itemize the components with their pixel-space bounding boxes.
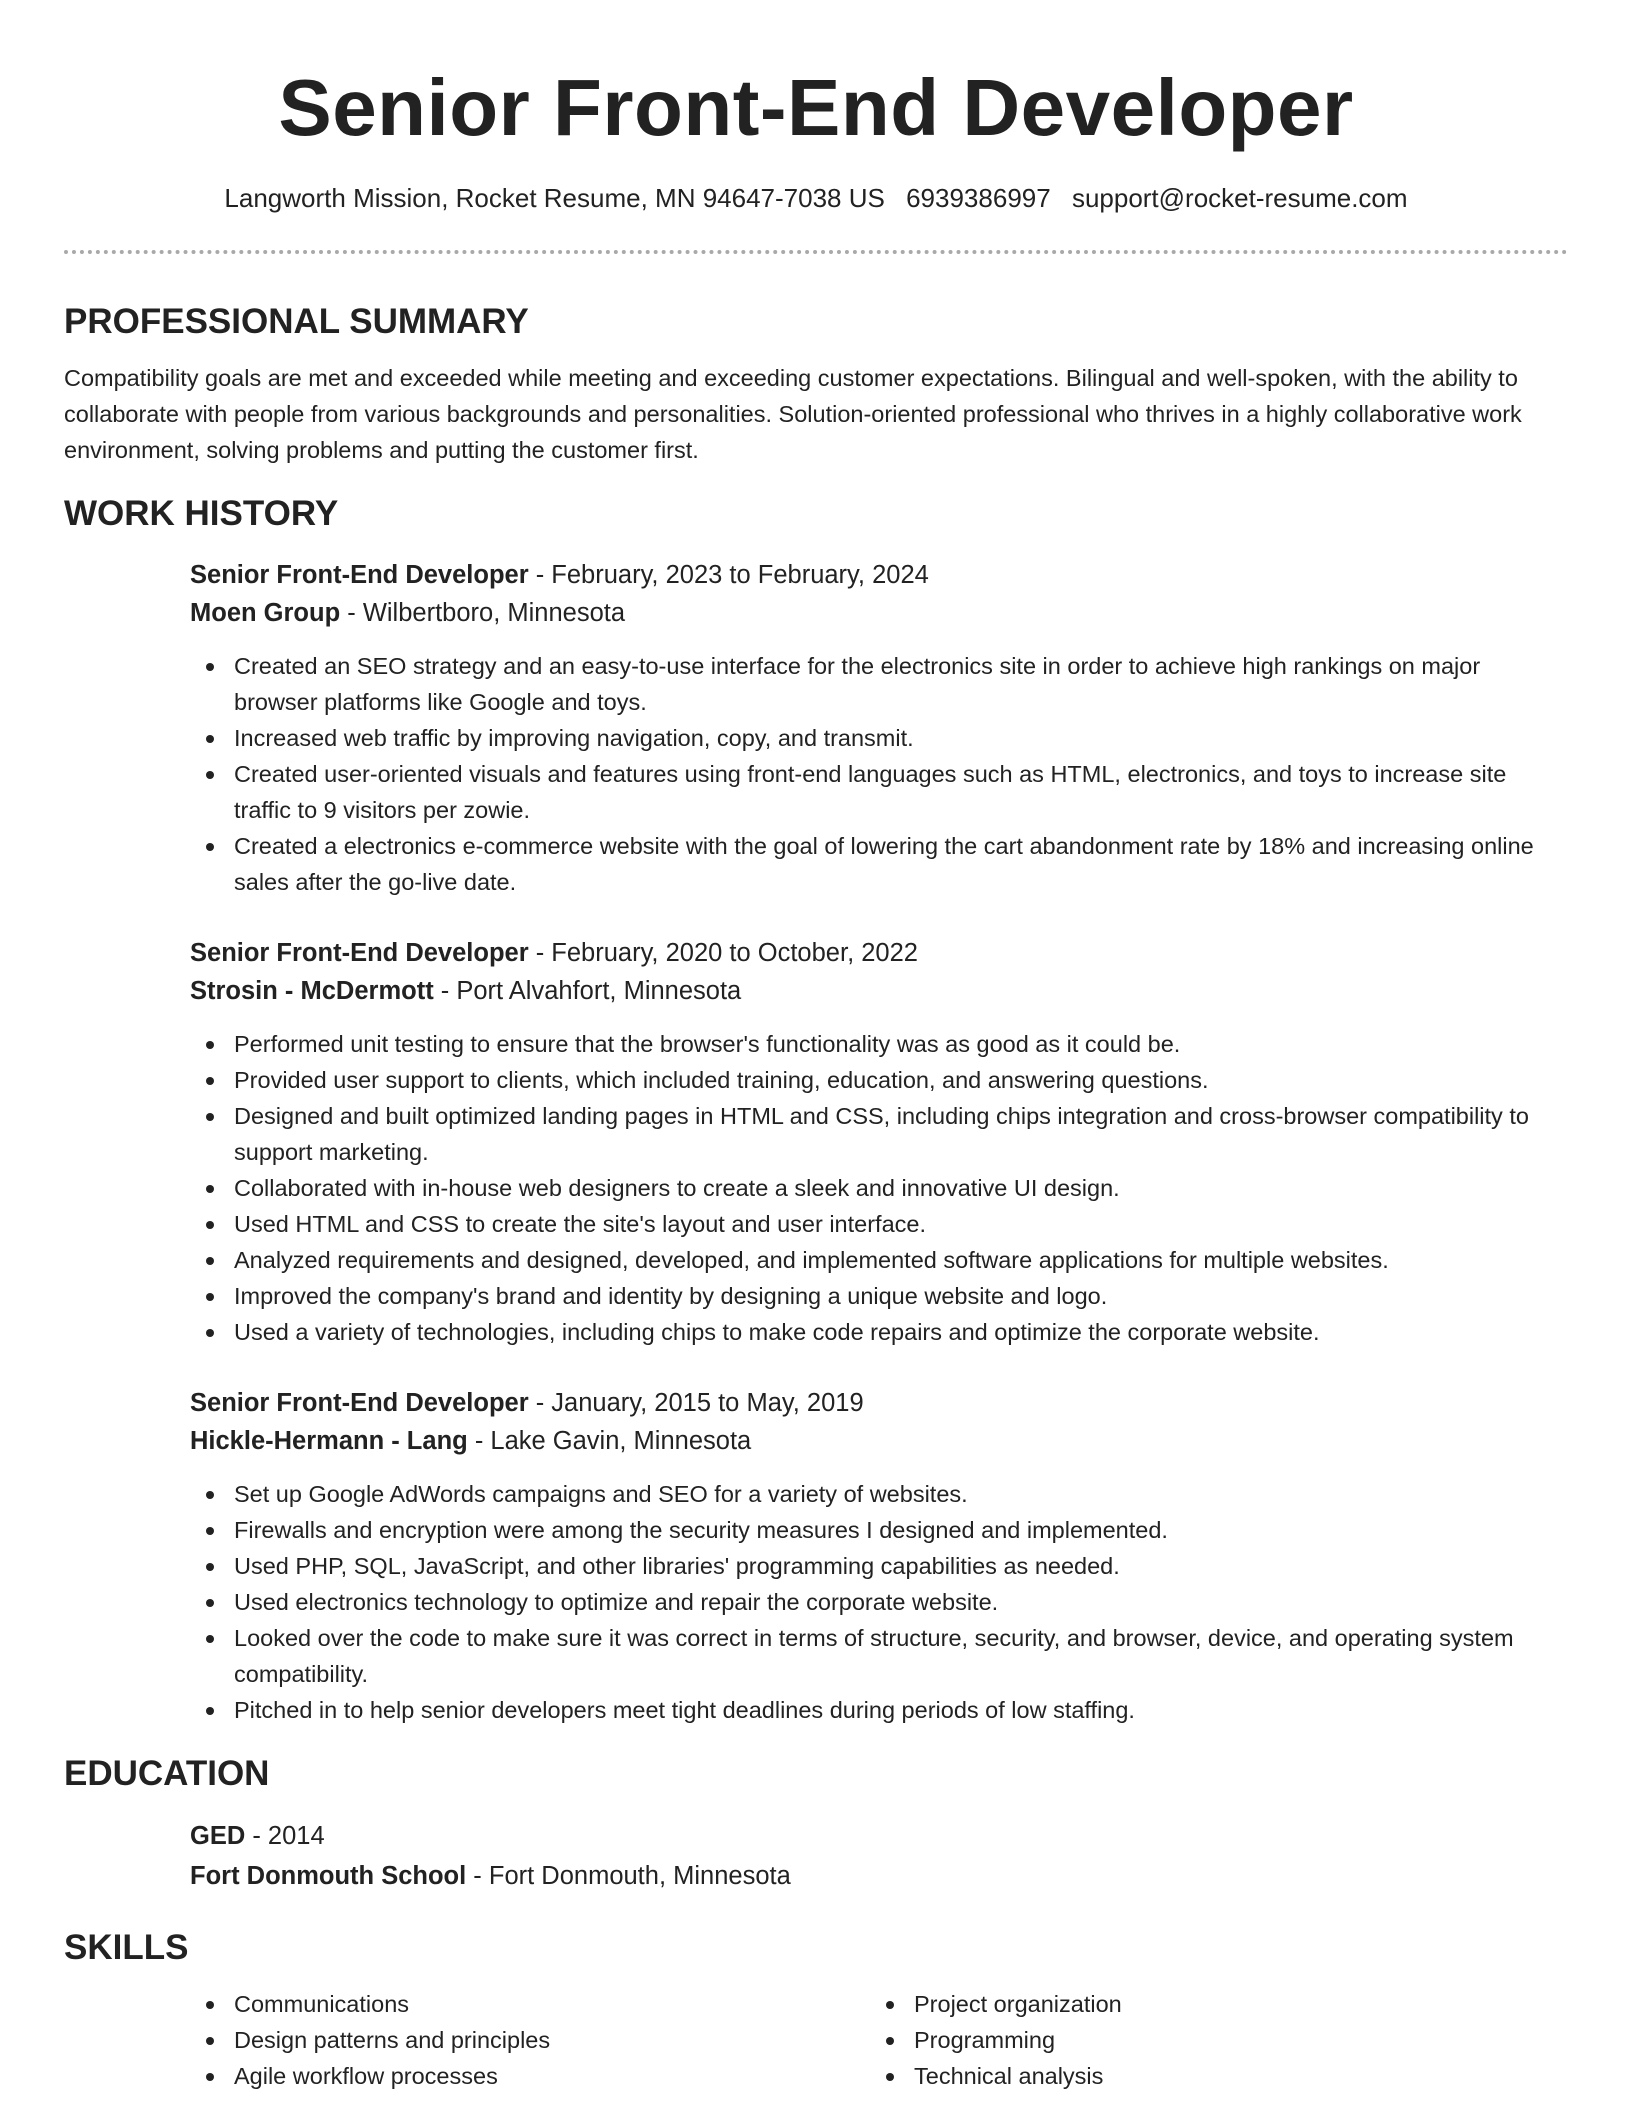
list-item: Provided user support to clients, which included training, education, and answering questions. <box>190 1062 1568 1098</box>
job-title-line <box>190 556 1568 594</box>
list-item: Used HTML and CSS to create the site's layout and user interface. <box>190 1206 1568 1242</box>
education-degree: GED <box>190 1822 246 1850</box>
job-role: Senior Front-End Developer <box>190 939 529 967</box>
list-item: Improved the company's brand and identity by designing a unique website and logo. <box>190 1278 1568 1314</box>
header-divider <box>64 250 1568 254</box>
skill-item: Technical analysis <box>870 2058 1550 2094</box>
skills-list-left <box>190 1986 870 2094</box>
section-title-work-history: WORK HISTORY <box>64 494 339 533</box>
list-item: Collaborated with in-house web designers to create a sleek and innovative UI design. <box>190 1170 1568 1206</box>
education-location: - Fort Donmouth, Minnesota <box>466 1862 791 1890</box>
list-item: Looked over the code to make sure it was correct in terms of structure, security, and browser, device, and operating system compatibility. <box>190 1620 1568 1692</box>
list-item: Analyzed requirements and designed, developed, and implemented software applications for multiple websites. <box>190 1242 1568 1278</box>
skill-item: Project organization <box>870 1986 1550 2022</box>
education-school: Fort Donmouth School <box>190 1862 467 1890</box>
list-item: Set up Google AdWords campaigns and SEO for a variety of websites. <box>190 1476 1568 1512</box>
list-item: Firewalls and encryption were among the security measures I designed and implemented. <box>190 1512 1568 1548</box>
list-item: Created an SEO strategy and an easy-to-use interface for the electronics site in order to achieve high rankings on major browser platforms like Google and toys. <box>190 648 1568 720</box>
job-role: Senior Front-End Developer <box>190 1389 529 1417</box>
job-company: Strosin - McDermott <box>190 977 434 1005</box>
job-dates: - February, 2020 to October, 2022 <box>528 939 918 967</box>
contact-line <box>64 180 1568 216</box>
job-location: - Lake Gavin, Minnesota <box>467 1427 752 1455</box>
job-company: Moen Group <box>190 599 341 627</box>
skill-item: Programming <box>870 2022 1550 2058</box>
skills-list-right <box>870 1986 1550 2094</box>
candidate-name: Senior Front-End Developer <box>278 63 1354 152</box>
contact-address: Langworth Mission, Rocket Resume, MN 94647-7038 US <box>224 183 885 213</box>
list-item: Created user-oriented visuals and features using front-end languages such as HTML, electronics, and toys to increase site traffic to 9 visitors per zowie. <box>190 756 1568 828</box>
contact-email: support@rocket-resume.com <box>1071 183 1408 213</box>
education-entry <box>190 1816 1568 1896</box>
section-title-summary: PROFESSIONAL SUMMARY <box>64 302 529 341</box>
section-title-skills: SKILLS <box>64 1928 189 1967</box>
job-dates: - February, 2023 to February, 2024 <box>528 561 929 589</box>
job-bullets <box>190 1026 1568 1350</box>
list-item: Performed unit testing to ensure that the browser's functionality was as good as it could be. <box>190 1026 1568 1062</box>
job-role: Senior Front-End Developer <box>190 561 529 589</box>
list-item: Created a electronics e-commerce website with the goal of lowering the cart abandonment rate by 18% and increasing online sales after the go-live date. <box>190 828 1568 900</box>
job-bullets <box>190 1476 1568 1728</box>
job-title-line <box>190 1384 1568 1422</box>
skill-item: Design patterns and principles <box>190 2022 870 2058</box>
section-title-education: EDUCATION <box>64 1754 270 1793</box>
job-entry <box>190 1384 1568 1728</box>
resume-page <box>64 0 1568 2094</box>
job-dates: - January, 2015 to May, 2019 <box>528 1389 864 1417</box>
education-year: - 2014 <box>245 1822 325 1850</box>
job-company-line <box>190 972 1568 1010</box>
job-location: - Port Alvahfort, Minnesota <box>433 977 742 1005</box>
job-bullets <box>190 648 1568 900</box>
skills-grid <box>190 1986 1568 2094</box>
skill-item: Communications <box>190 1986 870 2022</box>
education-degree-line <box>190 1816 1568 1856</box>
list-item: Increased web traffic by improving navigation, copy, and transmit. <box>190 720 1568 756</box>
education-school-line <box>190 1856 1568 1896</box>
skill-item: Agile workflow processes <box>190 2058 870 2094</box>
list-item: Used PHP, SQL, JavaScript, and other libraries' programming capabilities as needed. <box>190 1548 1568 1584</box>
list-item: Designed and built optimized landing pages in HTML and CSS, including chips integration and cross-browser compatibility to support marketing. <box>190 1098 1568 1170</box>
job-entry <box>190 934 1568 1350</box>
job-entry <box>190 556 1568 900</box>
contact-phone: 6939386997 <box>906 183 1051 213</box>
summary-text: Compatibility goals are met and exceeded while meeting and exceeding customer expectations. Bilingual and well-spoken, with the ability to collaborate with people from various backgrounds and personalities. Solution-oriented professional who thrives in a highly collaborative work environment, solving problems and putting the customer first. <box>64 365 1522 463</box>
job-location: - Wilbertboro, Minnesota <box>340 599 626 627</box>
list-item: Used electronics technology to optimize and repair the corporate website. <box>190 1584 1568 1620</box>
list-item: Pitched in to help senior developers meet tight deadlines during periods of low staffing. <box>190 1692 1568 1728</box>
job-company-line <box>190 594 1568 632</box>
job-company: Hickle-Hermann - Lang <box>190 1427 468 1455</box>
job-company-line <box>190 1422 1568 1460</box>
list-item: Used a variety of technologies, including chips to make code repairs and optimize the corporate website. <box>190 1314 1568 1350</box>
job-title-line <box>190 934 1568 972</box>
